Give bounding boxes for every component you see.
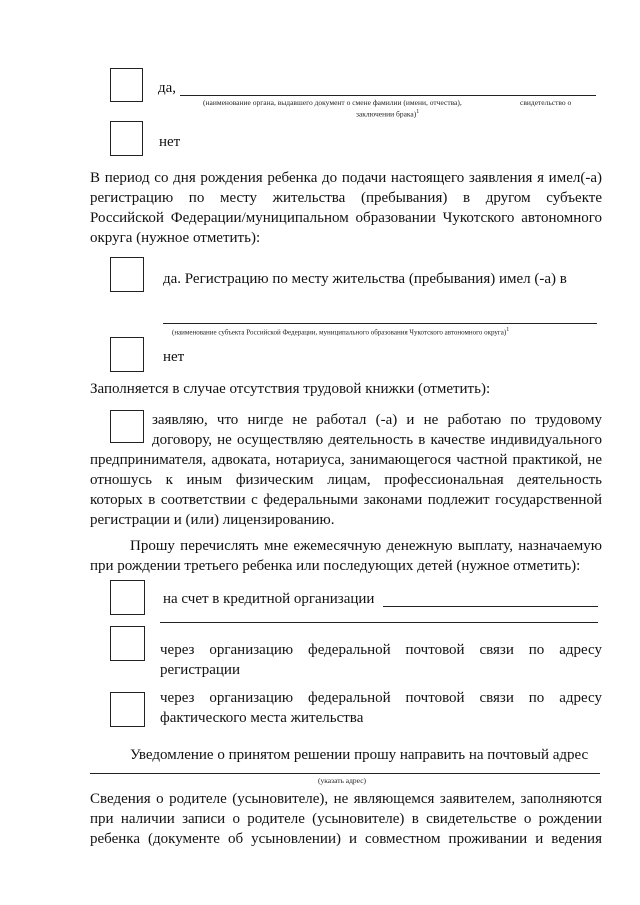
- registration-no-label: нет: [163, 349, 185, 365]
- registration-question: В период со дня рождения ребенка до подачи настоящего заявления я имел(-а) регистрацию по месту жительства (пребывания) в другом субъекте Российской Федерации/муниципальном образовании Чукотского автономного округа (нужное отметить):: [90, 170, 602, 246]
- payment-post-actual-checkbox[interactable]: [110, 692, 145, 727]
- name-change-hint-line2: заключении брака)$^1$: [356, 109, 420, 119]
- postal-address-field[interactable]: [90, 773, 600, 774]
- footnote-mark: 1: [416, 109, 420, 115]
- name-change-hint-right: свидетельство о: [520, 98, 572, 107]
- no-work-statement-rest: предпринимателя, адвоката, нотариуса, занимающегося частной практикой, не отношусь к иным физическим лицам, профессиональная деятельность которых в соответствии с федеральными законами подлежит государственной регистрации и (или) лицензированию.: [90, 452, 602, 528]
- bank-account-field-line2[interactable]: [160, 622, 598, 623]
- name-change-yes-checkbox[interactable]: [110, 68, 143, 102]
- registration-yes-label: да. Регистрацию по месту жительства (пребывания) имел (-а) в: [163, 271, 567, 287]
- name-change-issuer-field[interactable]: [180, 95, 596, 96]
- name-change-yes-label: да,: [158, 80, 177, 96]
- registration-yes-checkbox[interactable]: [110, 257, 144, 292]
- bank-account-field[interactable]: [383, 606, 598, 607]
- payment-bank-checkbox[interactable]: [110, 580, 145, 615]
- payment-post-registration-checkbox[interactable]: [110, 626, 145, 661]
- no-work-checkbox[interactable]: [110, 410, 144, 443]
- notification-text: Уведомление о принятом решении прошу направить на почтовый адрес: [130, 747, 589, 763]
- registration-region-hint: (наименование субъекта Российской Федерации, муниципального образования Чукотского автономного округа)$^1$: [172, 327, 510, 337]
- payment-request: Прошу перечислять мне ежемесячную денежную выплату, назначаемую при рождении третьего ребенка или последующих детей (нужное отметить):: [90, 538, 602, 574]
- name-change-no-label: нет: [159, 134, 181, 150]
- parent-info-text: Сведения о родителе (усыновителе), не являющемся заявителем, заполняются при наличии записи о родителе (усыновителе) в свидетельстве о рождении ребенка (документе об усыновлении) и совместном проживании и ведения: [90, 791, 602, 847]
- payment-post-actual-label: через организацию федеральной почтовой связи по адресу фактического места жительства: [160, 690, 602, 726]
- registration-no-checkbox[interactable]: [110, 337, 144, 372]
- postal-address-hint: (указать адрес): [318, 776, 367, 785]
- name-change-no-checkbox[interactable]: [110, 121, 143, 156]
- payment-post-registration-label: через организацию федеральной почтовой связи по адресу регистрации: [160, 642, 602, 678]
- footnote-mark: 1: [506, 327, 510, 333]
- no-work-statement-top: заявляю, что нигде не работал (-а) и не работаю по трудовому договору, не осуществляю деятельность в качестве индивидуального: [152, 412, 602, 448]
- registration-region-field[interactable]: [163, 323, 597, 324]
- work-book-heading: Заполняется в случае отсутствия трудовой книжки (отметить):: [90, 381, 491, 397]
- payment-bank-label: на счет в кредитной организации: [163, 591, 375, 607]
- name-change-hint-left: (наименование органа, выдавшего документ о смене фамилии (имени, отчества),: [203, 98, 462, 107]
